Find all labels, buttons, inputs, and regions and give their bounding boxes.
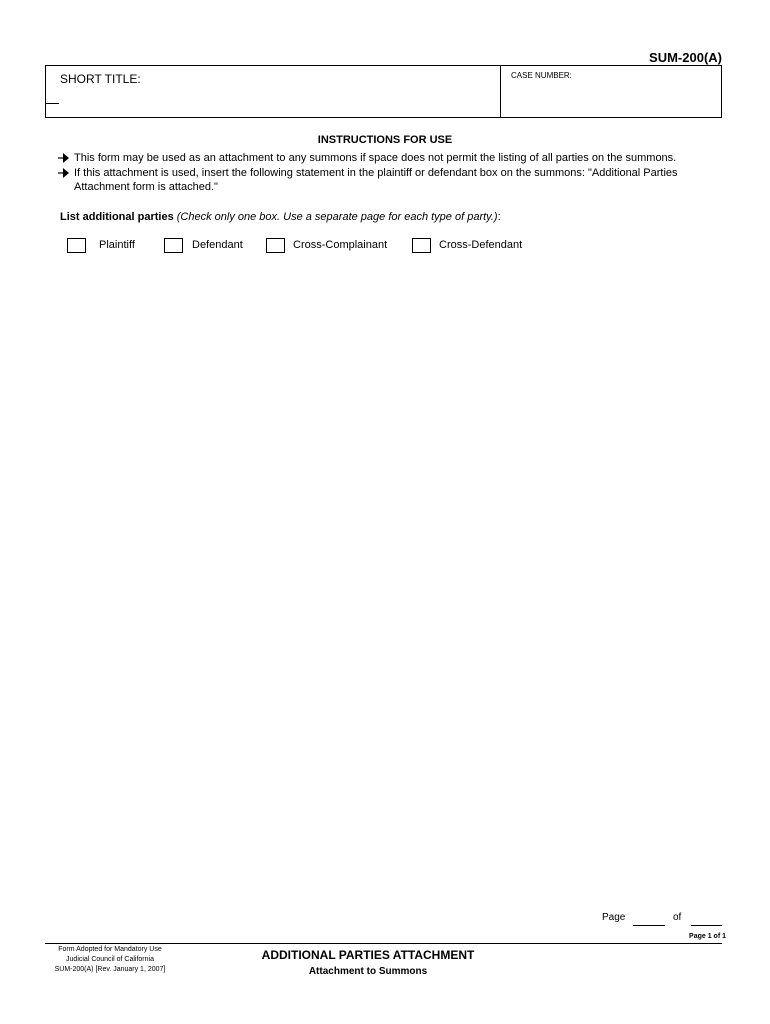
of-label: of xyxy=(673,912,682,923)
page-of-indicator: Page 1 of 1 xyxy=(689,933,726,940)
plaintiff-checkbox[interactable] xyxy=(67,238,86,253)
title-box-divider xyxy=(500,65,501,118)
instruction-item-2-line-1: If this attachment is used, insert the following statement in the plaintiff or defendant box on the summons: "Additional Parties xyxy=(74,167,678,179)
title-box xyxy=(45,65,722,118)
defendant-checkbox-label: Defendant xyxy=(192,239,243,251)
instruction-item-1: This form may be used as an attachment to any summons if space does not permit the listing of all parties on the summons. xyxy=(74,152,677,164)
plaintiff-checkbox-label: Plaintiff xyxy=(99,239,135,251)
cross-defendant-checkbox[interactable] xyxy=(412,238,431,253)
instructions-heading: INSTRUCTIONS FOR USE xyxy=(317,134,453,146)
form-adoption-info xyxy=(25,945,195,975)
footer-divider xyxy=(45,943,722,944)
list-parties-heading-bold: List additional parties xyxy=(60,211,174,223)
page-label: Page xyxy=(602,912,626,923)
short-title-tick xyxy=(45,103,59,104)
instruction-item-2-line-2: Attachment form is attached." xyxy=(74,181,218,193)
list-parties-heading xyxy=(60,211,501,223)
total-pages-field[interactable] xyxy=(691,925,722,926)
short-title-label: SHORT TITLE: xyxy=(60,72,141,86)
adoption-line-3: SUM-200(A) [Rev. January 1, 2007] xyxy=(54,966,166,973)
case-number-label: CASE NUMBER: xyxy=(511,71,572,80)
adoption-line-1: Form Adopted for Mandatory Use xyxy=(58,946,162,953)
instruction-item-2 xyxy=(74,166,714,194)
adoption-line-2: Judicial Council of California xyxy=(66,956,154,963)
list-parties-heading-italic: (Check only one box. Use a separate page for each type of party.) xyxy=(176,211,498,223)
page-number-field[interactable] xyxy=(633,925,665,926)
cross-complainant-checkbox[interactable] xyxy=(266,238,285,253)
form-subtitle: Attachment to Summons xyxy=(308,966,428,977)
cross-defendant-checkbox-label: Cross-Defendant xyxy=(439,239,523,251)
arrow-bullet-icon xyxy=(58,168,70,178)
list-parties-heading-tail: : xyxy=(497,211,501,223)
defendant-checkbox[interactable] xyxy=(164,238,183,253)
cross-complainant-checkbox-label: Cross-Complainant xyxy=(293,239,388,251)
arrow-bullet-icon xyxy=(58,153,70,163)
form-title: ADDITIONAL PARTIES ATTACHMENT xyxy=(261,948,475,962)
form-id: SUM-200(A) xyxy=(649,50,722,65)
